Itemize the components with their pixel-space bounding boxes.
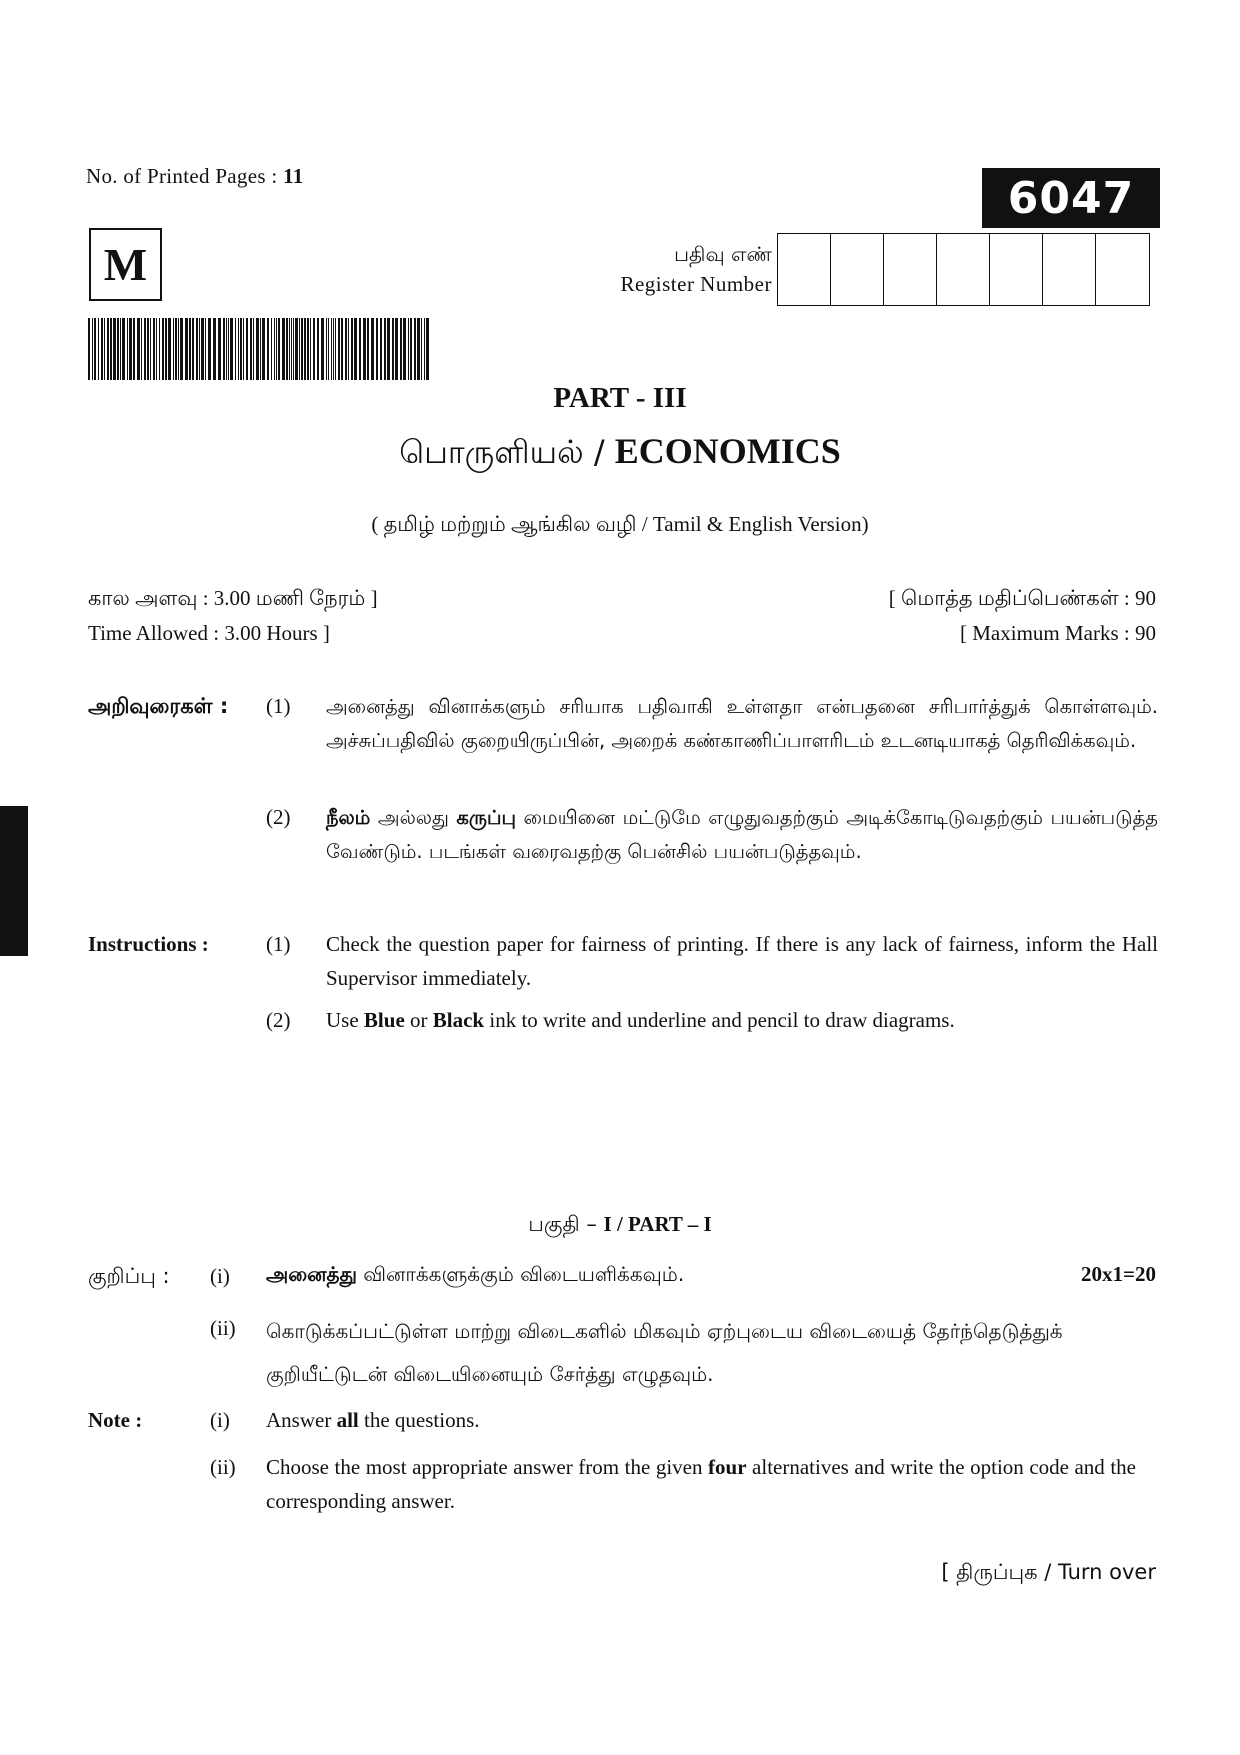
text-span: Choose the most appropriate answer from the given [266, 1455, 709, 1479]
subject-title [0, 430, 1240, 475]
instruction-number: (1) [266, 694, 291, 718]
note-text-tamil-2: கொடுக்கப்பட்டுள்ள மாற்று விடைகளில் மிகவும் ஏற்புடைய விடையைத் தேர்ந்தெடுத்துக் குறியீட்டுடன் விடையினையும் சேர்த்து எழுதவும். [266, 1319, 1063, 1386]
black-word-tamil: கருப்பு [456, 806, 516, 829]
four-word: four [708, 1455, 747, 1479]
black-word: Black [432, 1008, 485, 1032]
note-number: (ii) [210, 1316, 236, 1340]
max-marks-tamil: [ மொத்த மதிப்பெண்கள் : 90 [888, 586, 1156, 610]
text-span: Use [326, 1008, 364, 1032]
text-span: Answer [266, 1408, 337, 1432]
time-allowed-english: Time Allowed : 3.00 Hours ] [88, 621, 330, 645]
text-span: வினாக்களுக்கும் விடையளிக்கவும். [356, 1262, 685, 1286]
subject-tamil: பொருளியல் / [399, 433, 615, 471]
margin-marker [0, 806, 28, 956]
all-word-tamil: அனைத்து [266, 1262, 357, 1286]
printed-pages [86, 164, 304, 189]
note-label-tamil: குறிப்பு : [88, 1264, 170, 1288]
part-one-heading [0, 1212, 1240, 1239]
instruction-number: (2) [266, 1008, 291, 1032]
instructions-label-tamil: அறிவுரைகள் : [88, 694, 229, 718]
register-digit-box[interactable] [1043, 234, 1096, 305]
part-title: PART - III [553, 382, 687, 414]
register-label-tamil: பதிவு எண் [674, 242, 772, 266]
note-text-tamil-1 [266, 1262, 684, 1289]
register-label-english: Register Number [620, 272, 772, 296]
part-one-english: I / PART – I [603, 1212, 712, 1236]
instruction-number: (1) [266, 932, 291, 956]
text-span: alternatives and write the option code and the corresponding answer. [266, 1455, 1137, 1513]
printed-pages-value: 11 [283, 164, 304, 188]
subject-english: ECONOMICS [614, 431, 841, 471]
marks-scheme: 20x1=20 [1081, 1262, 1156, 1286]
part-one-tamil: பகுதி – [528, 1212, 604, 1236]
note-number: (i) [210, 1408, 230, 1432]
instruction-number: (2) [266, 805, 291, 829]
instruction-text-english-1: Check the question paper for fairness of printing. If there is any lack of fairness, inform the Hall Supervisor immediately. [326, 932, 1158, 990]
instructions-label-english: Instructions : [88, 932, 209, 956]
instruction-text-tamil-2 [326, 801, 1158, 869]
all-word: all [336, 1408, 359, 1432]
max-marks-english: [ Maximum Marks : 90 [960, 621, 1156, 645]
medium-badge: M [89, 228, 162, 301]
register-digit-box[interactable] [937, 234, 990, 305]
note-text-english-1 [266, 1408, 480, 1433]
note-label-english: Note : [88, 1408, 143, 1432]
register-digit-box[interactable] [778, 234, 831, 305]
instruction-text-tamil-1: அனைத்து வினாக்களும் சரியாக பதிவாகி உள்ளதா என்பதனை சரிபார்த்துக் கொள்ளவும். அச்சுப்பதிவில் குறையிருப்பின், அறைக் கண்காணிப்பாளரிடம் உடனடியாகத் தெரிவிக்கவும். [326, 695, 1158, 752]
note-number: (i) [210, 1264, 230, 1288]
barcode-icon [88, 318, 433, 380]
time-allowed-tamil: கால அளவு : 3.00 மணி நேரம் ] [88, 586, 378, 610]
text-span: or [404, 1008, 433, 1032]
note-number: (ii) [210, 1455, 236, 1479]
instruction-text-english-2 [326, 1003, 1158, 1037]
blue-word-tamil: நீலம் [326, 806, 371, 829]
text-span: the questions. [358, 1408, 480, 1432]
register-number-boxes [777, 233, 1150, 306]
instruction-rest-tamil: மையினை மட்டுமே எழுதுவதற்கும் அடிக்கோடிடுவதற்கும் பயன்படுத்த வேண்டும். படங்கள் வரைவதற்கு பென்சில் பயன்படுத்தவும். [326, 806, 1158, 863]
or-word-tamil: அல்லது [370, 806, 457, 829]
paper-code: 6047 [982, 168, 1160, 228]
register-digit-box[interactable] [831, 234, 884, 305]
register-digit-box[interactable] [990, 234, 1043, 305]
register-digit-box[interactable] [884, 234, 937, 305]
turn-over [941, 1560, 1156, 1587]
printed-pages-label: No. of Printed Pages : [86, 164, 278, 188]
blue-word: Blue [363, 1008, 405, 1032]
version-line: ( தமிழ் மற்றும் ஆங்கில வழி / Tamil & English Version) [371, 512, 869, 536]
text-span: ink to write and underline and pencil to draw diagrams. [484, 1008, 955, 1032]
note-text-english-2 [266, 1450, 1136, 1518]
turn-over-text: [ திருப்புக / Turn over [941, 1560, 1156, 1584]
register-digit-box[interactable] [1096, 234, 1149, 305]
